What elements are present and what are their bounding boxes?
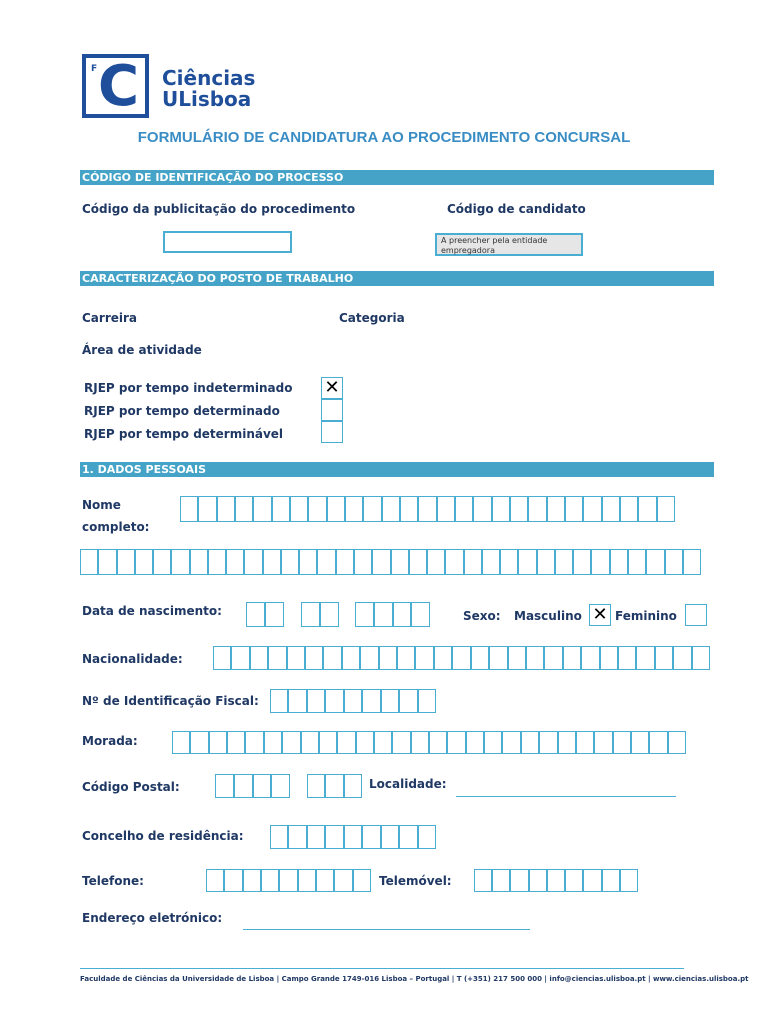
birth-year-cells[interactable] xyxy=(355,602,430,627)
logo-text-line2: ULisboa xyxy=(162,87,252,111)
category-label: Categoria xyxy=(339,311,405,325)
birth-day-cells[interactable] xyxy=(246,602,284,627)
locality-field[interactable] xyxy=(456,796,676,797)
name-label-line1: Nome xyxy=(82,498,121,512)
county-cells[interactable] xyxy=(270,825,436,849)
section-header-personal: 1. DADOS PESSOAIS xyxy=(80,462,714,477)
career-label: Carreira xyxy=(82,311,138,325)
phone-label: Telefone: xyxy=(82,874,144,888)
cand-code-label: Código de candidato xyxy=(447,202,586,216)
locality-label: Localidade: xyxy=(369,777,447,791)
name-cells-row2[interactable] xyxy=(80,549,701,575)
nationality-cells[interactable] xyxy=(213,646,710,670)
birth-month-cells[interactable] xyxy=(301,602,339,627)
phone-cells[interactable] xyxy=(206,869,371,892)
address-cells[interactable] xyxy=(172,731,686,754)
pub-code-label: Código da publicitação do procedimento xyxy=(82,202,356,216)
email-label: Endereço eletrónico: xyxy=(82,911,223,925)
postal-code-cells-2[interactable] xyxy=(307,774,362,798)
county-label: Concelho de residência: xyxy=(82,829,244,843)
option-label-indeterminate: RJEP por tempo indeterminado xyxy=(84,381,293,395)
nationality-label: Nacionalidade: xyxy=(82,652,183,666)
cand-code-note: A preencher pela entidade empregadora xyxy=(435,233,583,256)
email-field[interactable] xyxy=(243,929,530,930)
checkbox-indeterminate[interactable]: ✕ xyxy=(321,377,343,399)
mobile-cells[interactable] xyxy=(474,869,638,892)
pub-code-field[interactable] xyxy=(163,231,292,253)
mobile-label: Telemóvel: xyxy=(379,874,452,888)
postal-label: Código Postal: xyxy=(82,780,180,794)
footer-text: Faculdade de Ciências da Universidade de Lisboa | Campo Grande 1749-016 Lisboa – Portugal | T (+351) 217 500 000 | info@ciencias.ulisboa.pt | www.ciencias.ulisboa.pt xyxy=(80,975,749,983)
female-checkbox[interactable] xyxy=(685,604,707,626)
nif-cells[interactable] xyxy=(270,689,436,713)
activity-label: Área de atividade xyxy=(82,343,202,357)
section-header-job: CARACTERIZAÇÃO DO POSTO DE TRABALHO xyxy=(80,271,714,286)
female-label: Feminino xyxy=(615,609,677,623)
option-label-determinable: RJEP por tempo determinável xyxy=(84,427,284,441)
form-title: FORMULÁRIO DE CANDIDATURA AO PROCEDIMENTO CONCURSAL xyxy=(137,129,631,146)
logo-letter-f: F xyxy=(91,64,98,74)
male-label: Masculino xyxy=(514,609,582,623)
name-label-line2: completo: xyxy=(82,520,150,534)
male-checkbox[interactable]: ✕ xyxy=(589,604,611,626)
logo-letter-c: C xyxy=(98,54,140,119)
nif-label: Nº de Identificação Fiscal: xyxy=(82,694,259,708)
section-header-process-id: CÓDIGO DE IDENTIFICAÇÃO DO PROCESSO xyxy=(80,170,714,185)
birth-label: Data de nascimento: xyxy=(82,604,222,618)
address-label: Morada: xyxy=(82,734,138,748)
option-label-determinate: RJEP por tempo determinado xyxy=(84,404,280,418)
checkbox-determinate[interactable] xyxy=(321,399,343,421)
sex-label: Sexo: xyxy=(463,609,501,623)
logo-text-line1: Ciências xyxy=(162,66,256,90)
name-cells-row1[interactable] xyxy=(180,496,675,522)
checkbox-determinable[interactable] xyxy=(321,421,343,443)
footer-divider xyxy=(80,968,684,969)
postal-code-cells-1[interactable] xyxy=(215,774,290,798)
